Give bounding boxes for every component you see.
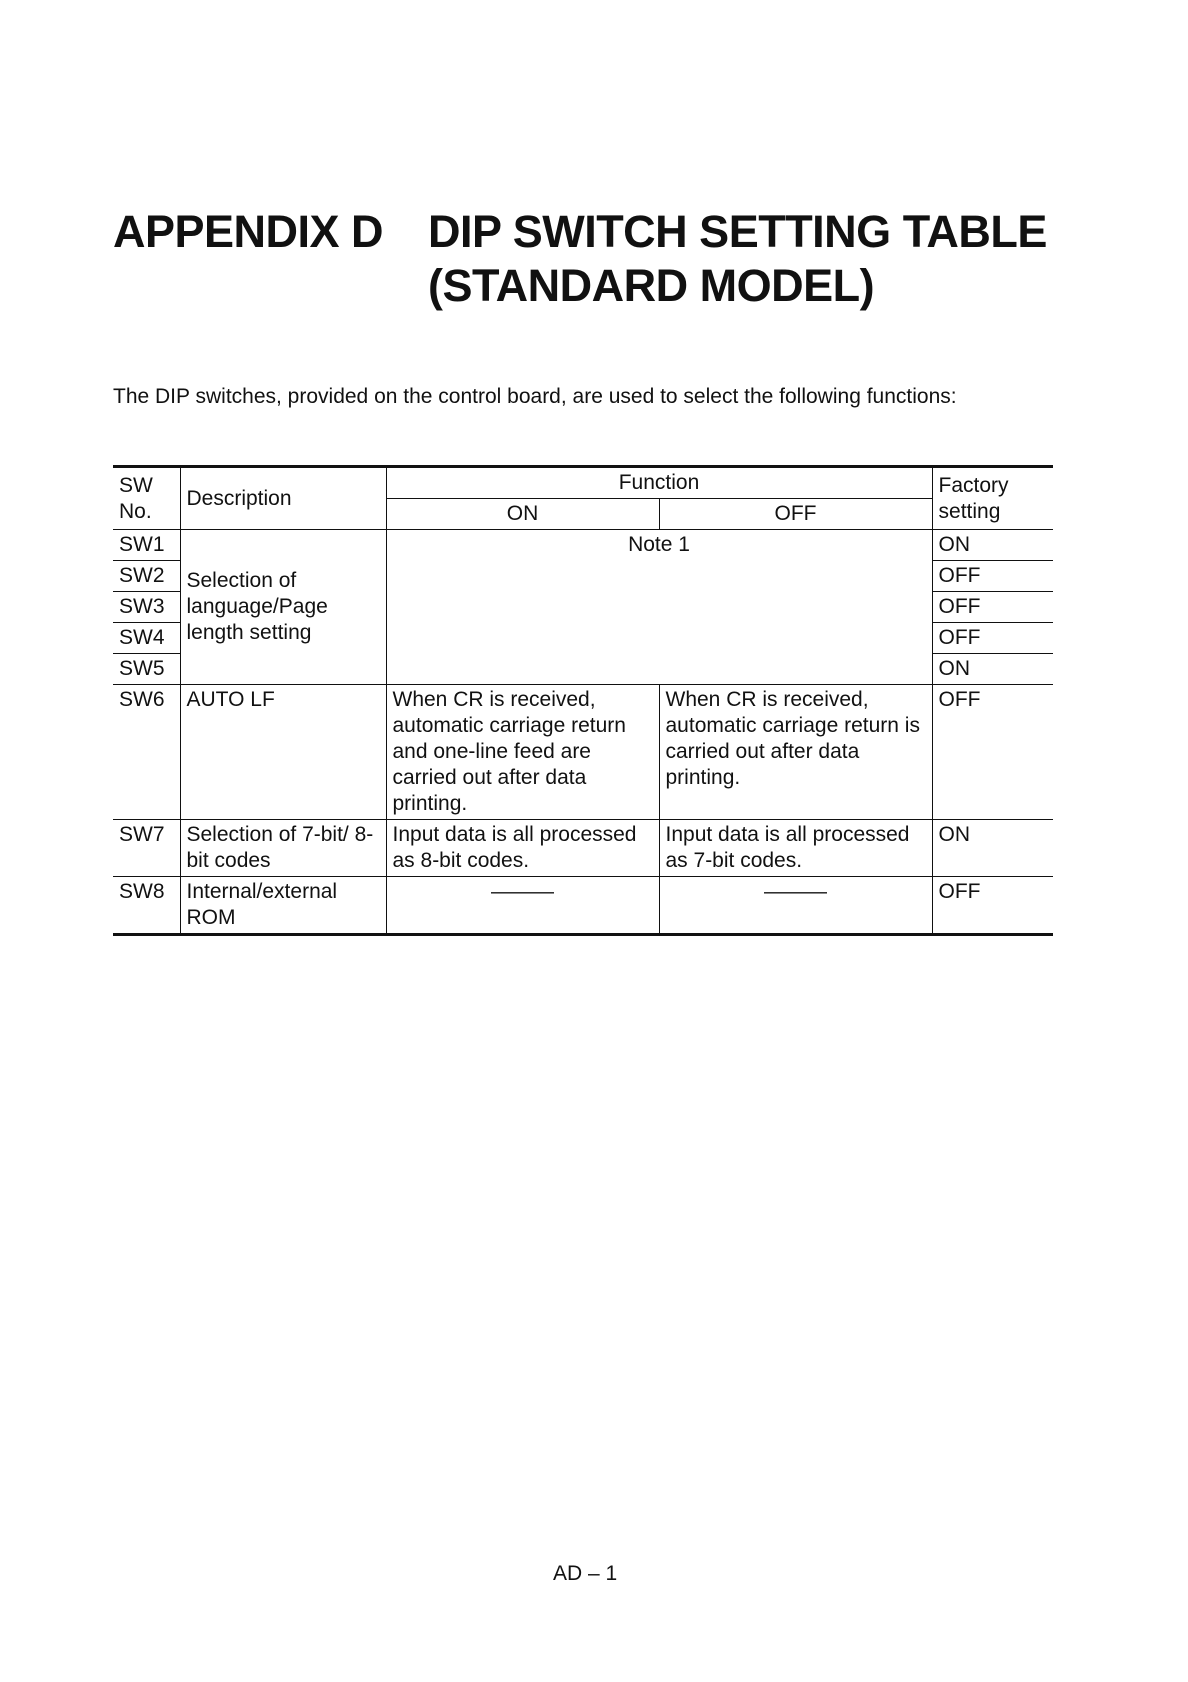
factory-setting: OFF <box>932 685 1053 820</box>
description-cell: AUTO LF <box>180 685 386 820</box>
factory-setting: OFF <box>932 623 1053 654</box>
group-function-note: Note 1 <box>386 530 932 685</box>
header-factory-setting: Factory setting <box>932 467 1053 530</box>
intro-text: The DIP switches, provided on the control board, are used to select the following functions: <box>113 385 957 408</box>
title-line-1: DIP SWITCH SETTING TABLE <box>428 206 1047 257</box>
sw-number: SW6 <box>113 685 180 820</box>
sw-number: SW1 <box>113 530 180 561</box>
sw-number: SW7 <box>113 820 180 877</box>
function-on-cell: ——— <box>386 877 659 935</box>
table-header-row <box>113 467 1053 499</box>
header-sw-no: SW No. <box>113 467 180 530</box>
page-number: AD – 1 <box>553 1562 618 1585</box>
description-cell: Selection of 7-bit/ 8-bit codes <box>180 820 386 877</box>
sw-number: SW3 <box>113 592 180 623</box>
sw-number: SW8 <box>113 877 180 935</box>
function-on-cell: Input data is all processed as 8-bit codes. <box>386 820 659 877</box>
factory-setting: OFF <box>932 592 1053 623</box>
header-off: OFF <box>659 499 932 530</box>
dip-switch-table <box>113 465 1053 936</box>
function-off-cell: When CR is received, automatic carriage return is carried out after data printing. <box>659 685 932 820</box>
factory-setting: ON <box>932 530 1053 561</box>
description-cell: Internal/external ROM <box>180 877 386 935</box>
function-off-cell: Input data is all processed as 7-bit codes. <box>659 820 932 877</box>
sw-number: SW2 <box>113 561 180 592</box>
header-function: Function <box>386 467 932 499</box>
factory-setting: ON <box>932 820 1053 877</box>
header-on: ON <box>386 499 659 530</box>
table-row <box>113 877 1053 935</box>
appendix-label: APPENDIX D <box>113 206 384 257</box>
header-description: Description <box>180 467 386 530</box>
sw-number: SW5 <box>113 654 180 685</box>
table-row <box>113 530 1053 561</box>
group-description: Selection of language/Page length setting <box>180 530 386 685</box>
function-on-cell: When CR is received, automatic carriage return and one-line feed are carried out after data printing. <box>386 685 659 820</box>
factory-setting: ON <box>932 654 1053 685</box>
factory-setting: OFF <box>932 561 1053 592</box>
function-off-cell: ——— <box>659 877 932 935</box>
table-row <box>113 685 1053 820</box>
factory-setting: OFF <box>932 877 1053 935</box>
title-line-2: (STANDARD MODEL) <box>428 260 875 311</box>
sw-number: SW4 <box>113 623 180 654</box>
table-row <box>113 820 1053 877</box>
